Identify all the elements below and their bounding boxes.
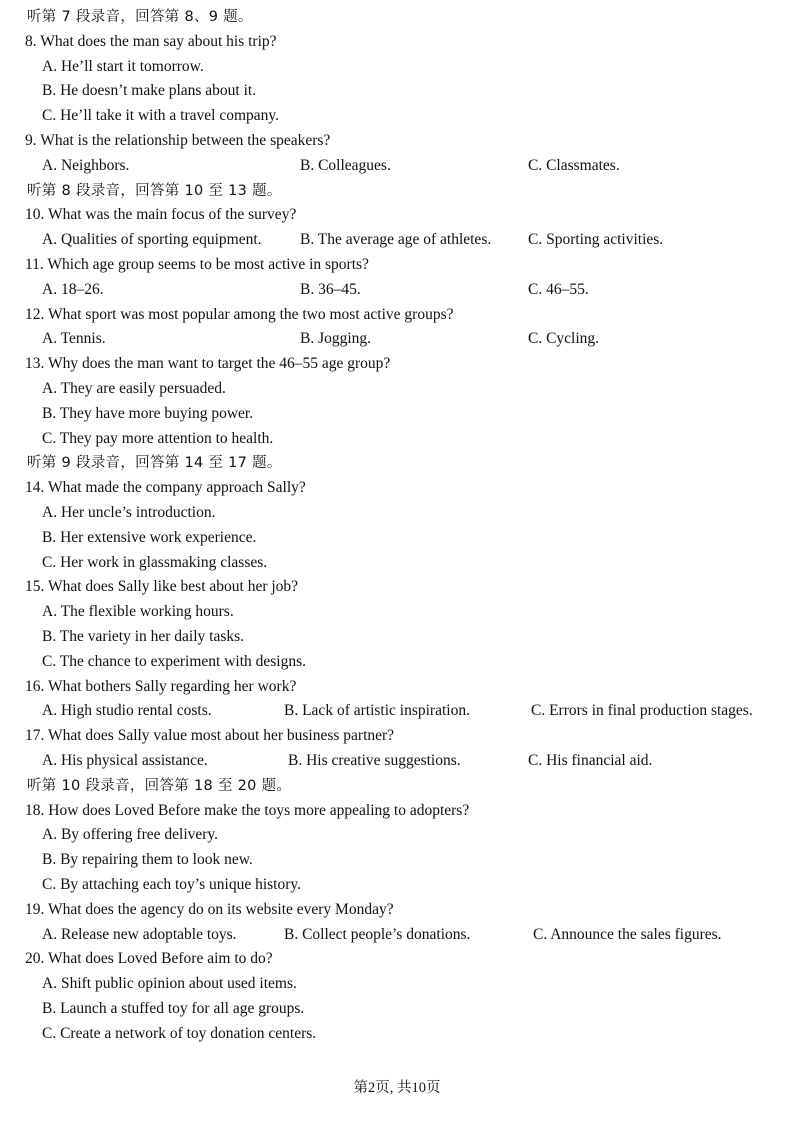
section-heading: 听第 7 段录音，回答第 8、9 题。	[27, 9, 253, 25]
answer-option-c: C. Her work in glassmaking classes.	[42, 553, 268, 571]
option-line	[0, 527, 794, 549]
answer-option-c: C. Sporting activities.	[528, 231, 664, 249]
option-row	[0, 229, 794, 251]
answer-option-b: B. His creative suggestions.	[288, 752, 461, 769]
answer-option-c: C. The chance to experiment with designs.	[42, 652, 307, 670]
option-line	[0, 552, 794, 574]
answer-option-b: B. Colleagues.	[300, 156, 391, 174]
answer-option-c: C. He’ll take it with a travel company.	[42, 107, 280, 125]
option-line	[0, 626, 794, 648]
answer-option-a: A. Her uncle’s introduction.	[42, 504, 216, 521]
answer-option-c: C. 46–55.	[528, 280, 589, 298]
answer-option-b: B. By repairing them to look new.	[42, 851, 253, 869]
option-line	[0, 56, 794, 78]
option-line	[0, 651, 794, 673]
section-heading: 听第 8 段录音，回答第 10 至 13 题。	[27, 182, 282, 199]
answer-option-c: C. By attaching each toy’s unique history.	[42, 876, 302, 893]
option-line	[0, 428, 794, 450]
answer-option-b: B. 36–45.	[300, 280, 361, 298]
option-line	[0, 874, 794, 896]
answer-option-a: A. High studio rental costs.	[42, 702, 212, 720]
option-line	[0, 601, 794, 623]
option-line	[0, 403, 794, 425]
answer-option-a: A. By offering free delivery.	[42, 826, 219, 844]
answer-option-a: A. The flexible working hours.	[42, 603, 234, 621]
question-stem: 8. What does the man say about his trip?	[25, 32, 277, 50]
answer-option-b: B. The average age of athletes.	[300, 231, 492, 249]
option-row	[0, 924, 794, 946]
answer-option-b: B. They have more buying power.	[42, 404, 254, 422]
answer-option-c: C. Create a network of toy donation centers.	[42, 1024, 317, 1042]
option-line	[0, 973, 794, 995]
question-stem: 19. What does the agency do on its website every Monday?	[25, 900, 394, 918]
option-row	[0, 155, 794, 177]
answer-option-a: A. Tennis.	[42, 330, 106, 348]
answer-option-c: C. Announce the sales figures.	[533, 925, 722, 943]
answer-option-b: B. Lack of artistic inspiration.	[284, 702, 470, 720]
answer-option-c: C. Cycling.	[528, 330, 600, 348]
answer-option-b: B. The variety in her daily tasks.	[42, 628, 245, 645]
question-stem: 15. What does Sally like best about her job?	[25, 578, 299, 596]
page-footer: 第2页, 共10页	[353, 1080, 441, 1096]
question-stem: 14. What made the company approach Sally?	[25, 479, 306, 497]
answer-option-a: A. His physical assistance.	[42, 752, 208, 769]
option-row	[0, 279, 794, 301]
question-stem: 16. What bothers Sally regarding her work?	[25, 677, 297, 695]
option-row	[0, 750, 794, 772]
question-stem: 13. Why does the man want to target the 46–55 age group?	[25, 355, 391, 373]
question-stem: 18. How does Loved Before make the toys more appealing to adopters?	[25, 801, 470, 819]
answer-option-c: C. His financial aid.	[528, 752, 653, 769]
answer-option-b: B. Launch a stuffed toy for all age groups.	[42, 1000, 305, 1017]
option-line	[0, 998, 794, 1020]
answer-option-a: A. Qualities of sporting equipment.	[42, 231, 262, 249]
answer-option-c: C. They pay more attention to health.	[42, 429, 274, 447]
answer-option-a: A. They are easily persuaded.	[42, 380, 226, 397]
answer-option-a: A. Release new adoptable toys.	[42, 925, 237, 943]
answer-option-a: A. Shift public opinion about used items.	[42, 975, 297, 993]
answer-option-b: B. He doesn’t make plans about it.	[42, 82, 257, 100]
option-row	[0, 328, 794, 350]
option-line	[0, 378, 794, 400]
section-heading: 听第 9 段录音，回答第 14 至 17 题。	[27, 455, 282, 472]
section-heading: 听第 10 段录音，回答第 18 至 20 题。	[27, 777, 292, 794]
option-line	[0, 824, 794, 846]
answer-option-b: B. Jogging.	[300, 330, 372, 348]
answer-option-c: C. Classmates.	[528, 156, 620, 174]
question-stem: 12. What sport was most popular among the two most active groups?	[25, 305, 454, 323]
question-stem: 10. What was the main focus of the survey?	[25, 206, 297, 224]
option-row	[0, 700, 794, 722]
answer-option-a: A. 18–26.	[42, 280, 104, 298]
option-line	[0, 105, 794, 127]
question-stem: 17. What does Sally value most about her business partner?	[25, 727, 395, 745]
answer-option-a: A. Neighbors.	[42, 156, 130, 174]
option-line	[0, 502, 794, 524]
question-stem: 11. Which age group seems to be most active in sports?	[25, 256, 369, 273]
answer-option-a: A. He’ll start it tomorrow.	[42, 57, 204, 75]
answer-option-b: B. Her extensive work experience.	[42, 528, 257, 546]
option-line	[0, 849, 794, 871]
answer-option-b: B. Collect people’s donations.	[284, 925, 471, 943]
question-stem: 20. What does Loved Before aim to do?	[25, 950, 273, 968]
answer-option-c: C. Errors in final production stages.	[531, 702, 753, 720]
question-stem: 9. What is the relationship between the speakers?	[25, 132, 331, 149]
option-line	[0, 80, 794, 102]
option-line	[0, 1023, 794, 1045]
